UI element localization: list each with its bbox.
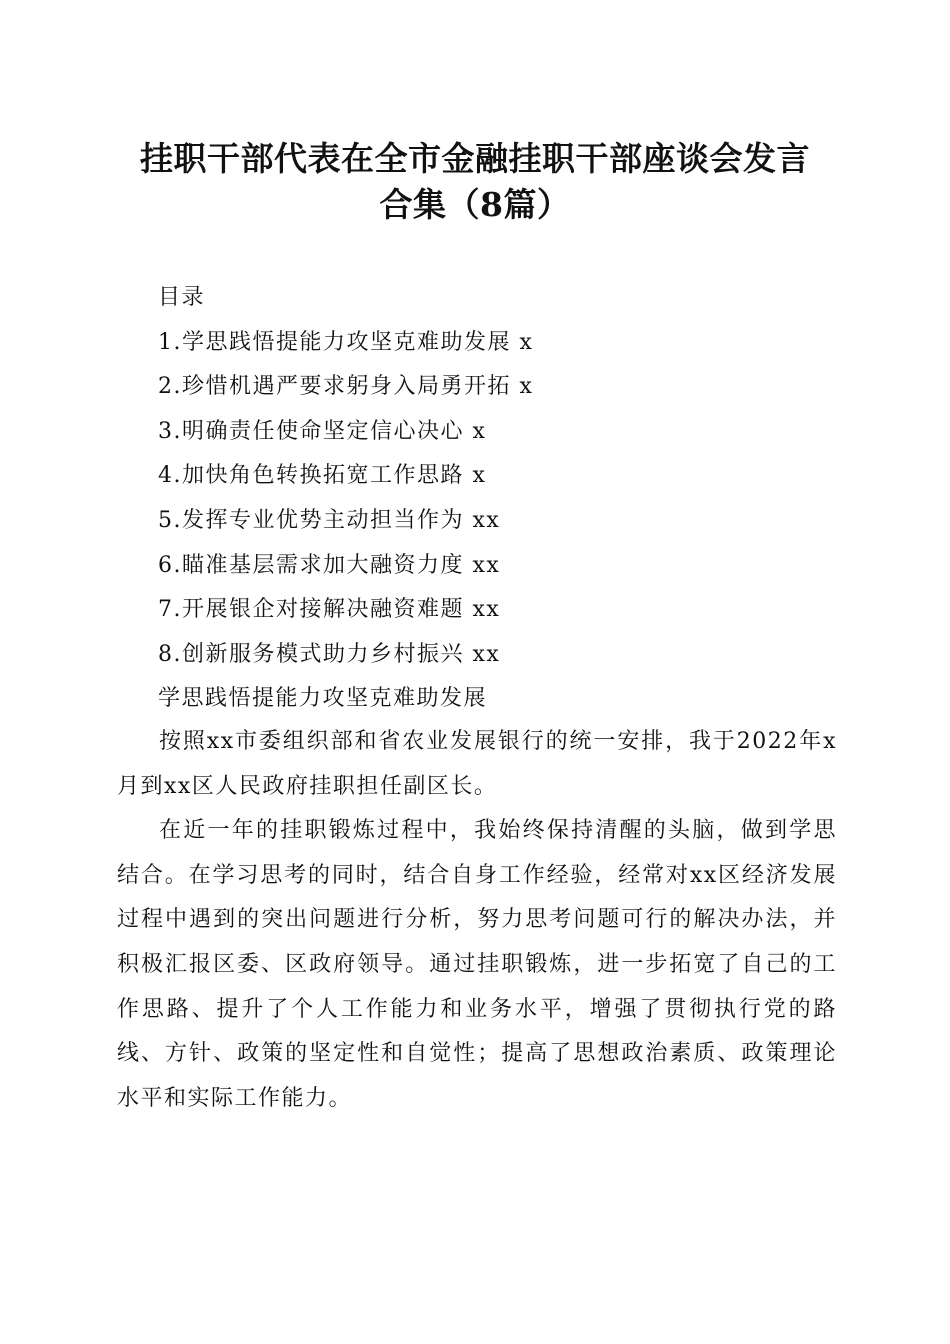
document-title: [90, 136, 860, 228]
toc-item: 8.创新服务模式助力乡村振兴 xx: [158, 641, 501, 667]
toc-item: 4.加快角色转换拓宽工作思路 x: [158, 463, 487, 489]
toc-item: 7.开展银企对接解决融资难题 xx: [158, 597, 501, 623]
toc-heading: 目录: [158, 285, 206, 310]
toc-item: 5.发挥专业优势主动担当作为 xx: [158, 507, 501, 533]
title-line-2: 合集（8篇）: [379, 185, 571, 224]
title-line-1: 挂职干部代表在全市金融挂职干部座谈会发言: [140, 139, 810, 178]
paragraph: 在近一年的挂职锻炼过程中，我始终保持清醒的头脑，做到学思结合。在学习思考的同时，结合自身工作经验，经常对xx区经济发展过程中遇到的突出问题进行分析，努力思考问题可行的解决办法，并积极汇报区委、区政府领导。通过挂职锻炼，进一步拓宽了自己的工作思路、提升了个人工作能力和业务水平，增强了贯彻执行党的路线、方针、政策的坚定性和自觉性；提高了思想政治素质、政策理论水平和实际工作能力。: [117, 818, 837, 1111]
toc-item: 2.珍惜机遇严要求躬身入局勇开拓 x: [158, 374, 534, 400]
toc-item: 6.瞄准基层需求加大融资力度 xx: [158, 552, 501, 578]
table-of-contents: [158, 276, 838, 722]
section-title: 学思践悟提能力攻坚克难助发展: [158, 686, 488, 712]
toc-item: 3.明确责任使命坚定信心决心 x: [158, 418, 487, 444]
paragraph: 按照xx市委组织部和省农业发展银行的统一安排，我于2022年x月到xx区人民政府挂职担任副区长。: [117, 729, 837, 799]
toc-item: 1.学思践悟提能力攻坚克难助发展 x: [158, 329, 534, 355]
body-text: [117, 720, 837, 1121]
